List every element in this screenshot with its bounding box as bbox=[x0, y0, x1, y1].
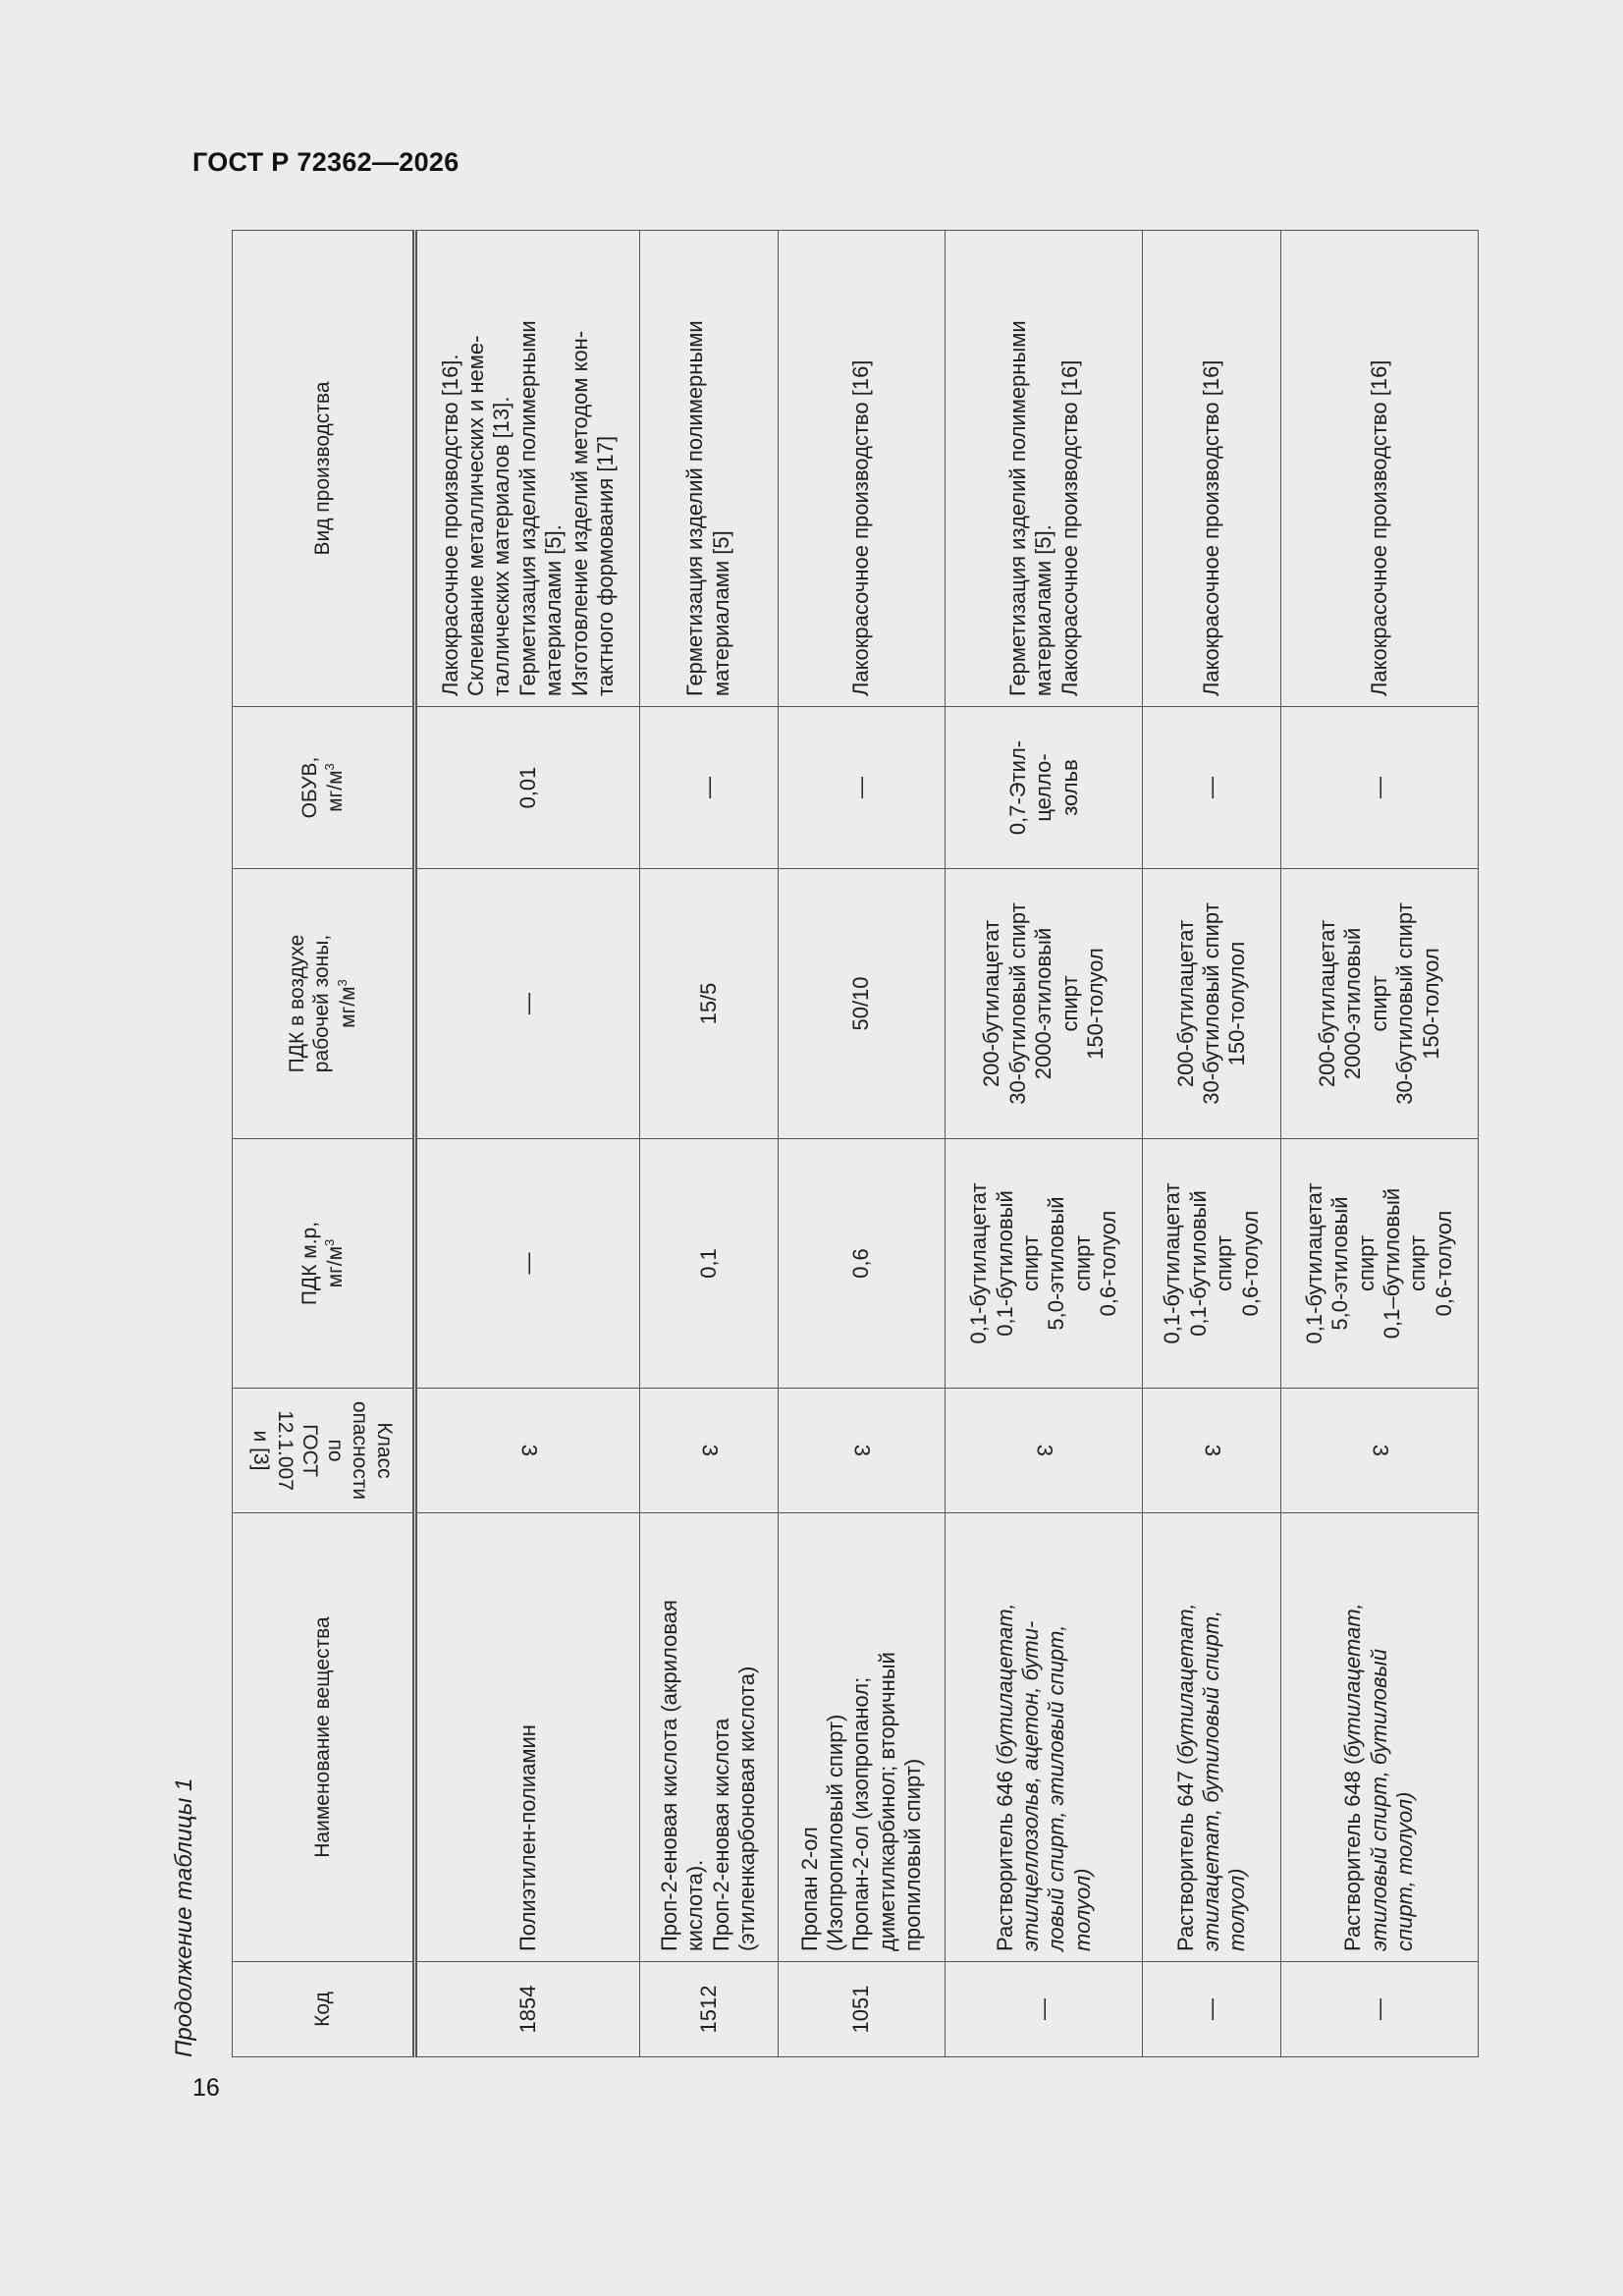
document-code: ГОСТ Р 72362—2026 bbox=[192, 147, 460, 177]
cell-name: Проп-2-еновая кислота (акриловая кислота). Проп-2-еновая кислота (этиленкарбоновая кислота) bbox=[639, 1513, 778, 1962]
cell-production: Герметизация изделий полимерными материалами [5]. Лакокрасочное производство [16] bbox=[946, 231, 1143, 707]
cell-production: Герметизация изделий полимерными материалами [5] bbox=[639, 231, 778, 707]
substances-table bbox=[232, 230, 1479, 2057]
cell-pdk-work: 200-бутилацетат 2000-этиловый спирт 30-бутиловый спирт 150-толуол bbox=[1281, 869, 1479, 1139]
cell-hazard-class: 3 bbox=[414, 1389, 639, 1513]
cell-pdk-work: 200-бутилацетат 30-бутиловый спирт 2000-этиловый спирт 150-толуол bbox=[946, 869, 1143, 1139]
table-row bbox=[778, 231, 946, 2057]
cell-obuv: — bbox=[778, 707, 946, 869]
cell-code: 1854 bbox=[414, 1962, 639, 2057]
cell-name: Растворитель 647 (бутилацетат, этилацетат, бутиловый спирт, толуол) bbox=[1143, 1513, 1281, 1962]
cell-obuv: — bbox=[1281, 707, 1479, 869]
cell-name: Растворитель 646 (бутилацетат, этилцеллозольв, ацетон, бути- ловый спирт, этиловый спирт, толуол) bbox=[946, 1513, 1143, 1962]
cell-code: 1051 bbox=[778, 1962, 946, 2057]
cell-obuv: 0,7-Этил- целло- зольв bbox=[946, 707, 1143, 869]
col-header-pdk-work: ПДК в воздухе рабочей зоны, $мг/м^3$ bbox=[233, 869, 415, 1139]
col-header-code: Код bbox=[233, 1962, 415, 2057]
table-row bbox=[1143, 231, 1281, 2057]
cell-code: — bbox=[1143, 1962, 1281, 2057]
cell-pdk-mr: 0,1 bbox=[639, 1139, 778, 1389]
col-header-obuv: ОБУВ, $мг/м^3$ bbox=[233, 707, 415, 869]
cell-pdk-mr: 0,1-бутилацетат 5,0-этиловый спирт 0,1–бутиловый спирт 0,6-толуол bbox=[1281, 1139, 1479, 1389]
cell-hazard-class: 3 bbox=[778, 1389, 946, 1513]
cell-production: Лакокрасочное производство [16]. Склеивание металлических и неме- таллических материалов [13]. Герметизация изделий полимерными материалами [5]. Изготовление изделий методом кон- тактного формования [17] bbox=[414, 231, 639, 707]
cell-pdk-work: 15/5 bbox=[639, 869, 778, 1139]
col-header-production: Вид производства bbox=[233, 231, 415, 707]
col-header-name: Наименование вещества bbox=[233, 1513, 415, 1962]
page-number: 16 bbox=[192, 2074, 220, 2102]
cell-hazard-class: 3 bbox=[946, 1389, 1143, 1513]
cell-name: Полиэтилен-полиамин bbox=[414, 1513, 639, 1962]
table-header-row bbox=[233, 231, 415, 2057]
col-header-pdk-mr: ПДК м.р, $мг/м^3$ bbox=[233, 1139, 415, 1389]
cell-obuv: — bbox=[1143, 707, 1281, 869]
cell-production: Лакокрасочное производство [16] bbox=[778, 231, 946, 707]
cell-name: Пропан 2-ол (Изопропиловый спирт) Пропан-2-ол (изопропанол; диметилкарбинол; вторичный пропиловый спирт) bbox=[778, 1513, 946, 1962]
cell-pdk-mr: — bbox=[414, 1139, 639, 1389]
cell-hazard-class: 3 bbox=[1281, 1389, 1479, 1513]
cell-code: 1512 bbox=[639, 1962, 778, 2057]
col-header-hazard-class: Класс опасности по ГОСТ 12.1.007 и [3] bbox=[233, 1389, 415, 1513]
cell-production: Лакокрасочное производство [16] bbox=[1281, 231, 1479, 707]
rotated-table-area bbox=[171, 231, 1479, 2057]
cell-pdk-work: 200-бутилацетат 30-бутиловый спирт 150-толулол bbox=[1143, 869, 1281, 1139]
table-caption: Продолжение таблицы 1 bbox=[171, 1777, 197, 2057]
table-row bbox=[414, 231, 639, 2057]
cell-obuv: 0,01 bbox=[414, 707, 639, 869]
cell-pdk-mr: 0,1-бутилацетат 0,1-бутиловый спирт 0,6-толуол bbox=[1143, 1139, 1281, 1389]
cell-hazard-class: 3 bbox=[639, 1389, 778, 1513]
cell-code: — bbox=[946, 1962, 1143, 2057]
cell-pdk-mr: 0,1-бутилацетат 0,1-бутиловый спирт 5,0-этиловый спирт 0,6-толуол bbox=[946, 1139, 1143, 1389]
cell-pdk-mr: 0,6 bbox=[778, 1139, 946, 1389]
cell-name: Растворитель 648 (бутилацетат, этиловый спирт, бутиловый спирт, толуол) bbox=[1281, 1513, 1479, 1962]
table-row bbox=[1281, 231, 1479, 2057]
table-row bbox=[639, 231, 778, 2057]
table-row bbox=[946, 231, 1143, 2057]
cell-pdk-work: 50/10 bbox=[778, 869, 946, 1139]
cell-obuv: — bbox=[639, 707, 778, 869]
cell-code: — bbox=[1281, 1962, 1479, 2057]
cell-production: Лакокрасочное производство [16] bbox=[1143, 231, 1281, 707]
cell-hazard-class: 3 bbox=[1143, 1389, 1281, 1513]
cell-pdk-work: — bbox=[414, 869, 639, 1139]
